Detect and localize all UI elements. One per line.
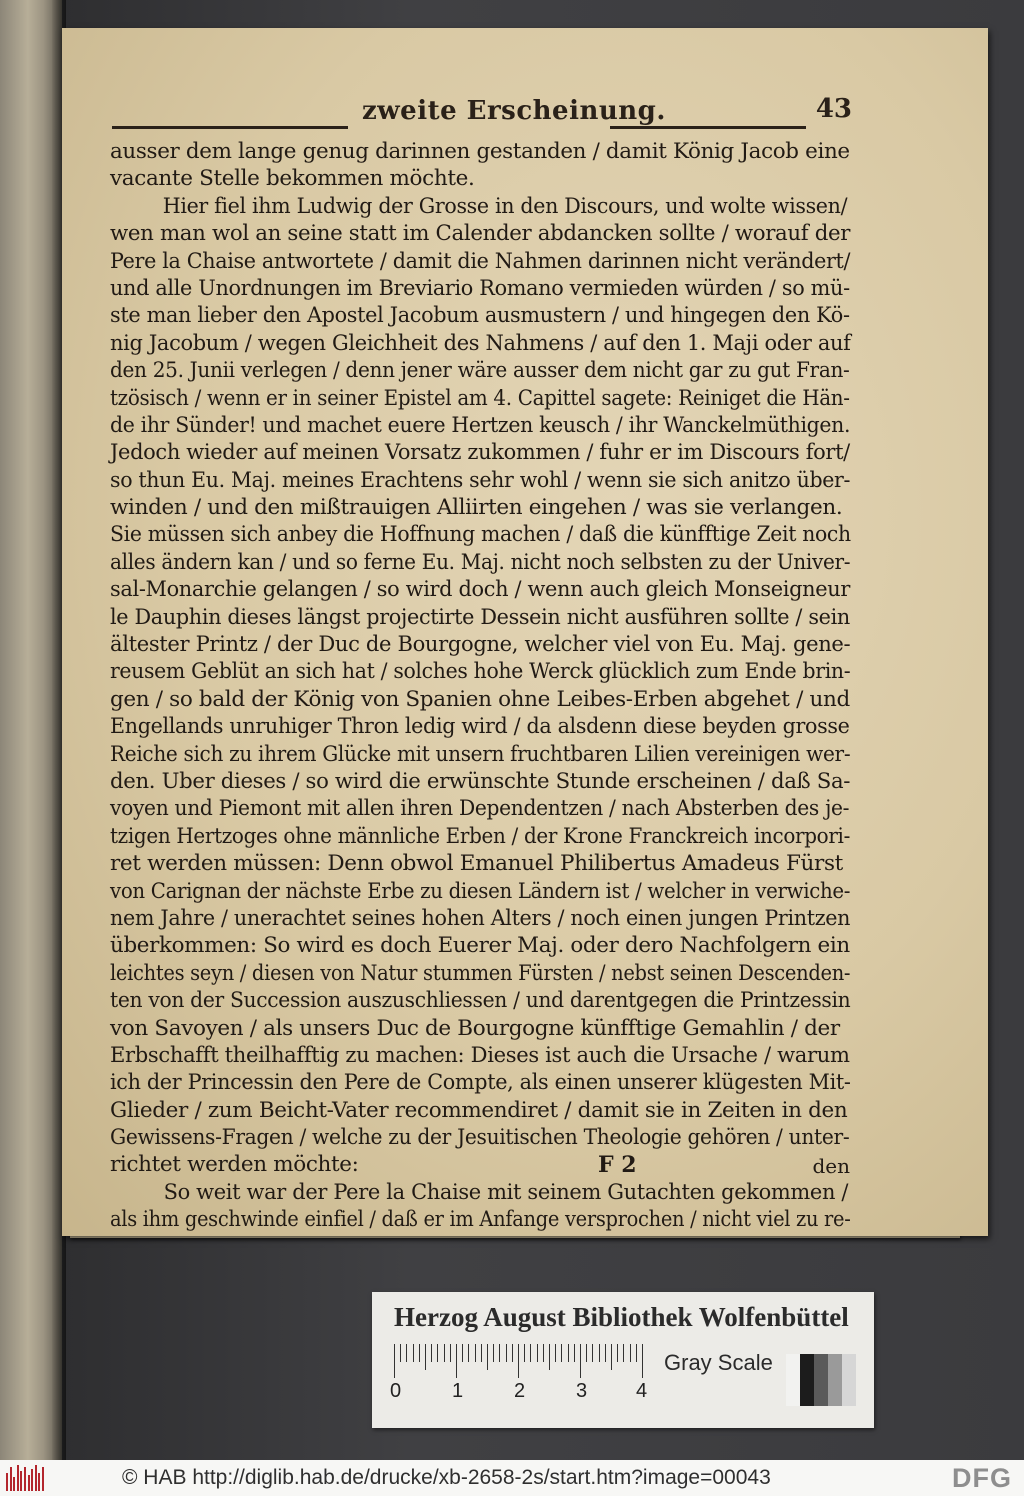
text-line: tzösisch / wenn er in seiner Epistel am 4. Capittel sagete: Reiniget die Hän- <box>110 385 850 411</box>
ruler-tick <box>636 1344 637 1362</box>
text-line: Reiche sich zu ihrem Glücke mit unsern fruchtbaren Lilien vereinigen wer- <box>110 741 851 767</box>
text-line: nem Jahre / unerachtet seines hohen Alters / noch einen jungen Printzen <box>110 905 851 931</box>
ruler-tick <box>431 1344 432 1362</box>
footer-bar <box>0 1460 1024 1496</box>
gray-scale-strip <box>786 1354 856 1406</box>
gray-swatch <box>786 1354 800 1406</box>
ruler-tick <box>487 1344 488 1370</box>
ruler-tick <box>506 1344 507 1362</box>
ruler-tick <box>530 1344 531 1362</box>
ruler-tick <box>444 1344 445 1362</box>
hab-logo-icon <box>6 1465 46 1491</box>
ruler-tick <box>462 1344 463 1362</box>
text-line: alles ändern kan / und so ferne Eu. Maj. nicht noch selbsten zu der Univer- <box>110 549 851 575</box>
ruler-tick <box>599 1344 600 1362</box>
ruler-label-0: 0 <box>390 1380 402 1402</box>
ruler-tick <box>450 1344 451 1362</box>
ruler-tick <box>586 1344 587 1362</box>
footer-copyright-link[interactable]: © HAB http://diglib.hab.de/drucke/xb-2658-2s/start.htm?image=00043 <box>122 1466 771 1489</box>
ruler-tick <box>555 1344 556 1362</box>
text-line: reusem Geblüt an sich hat / solches hohe Werck glücklich zum Ende brin- <box>110 659 851 685</box>
text-line: sal-Monarchie gelangen / so wird doch / wenn auch gleich Monseigneur <box>110 577 850 603</box>
text-line: So weit war der Pere la Chaise mit seinem Gutachten gekommen / <box>163 1179 849 1205</box>
ruler-tick <box>499 1344 500 1362</box>
ruler-tick <box>605 1344 606 1362</box>
library-name: Herzog August Bibliothek Wolfenbüttel <box>394 1302 849 1332</box>
text-line: überkommen: So wird es doch Euerer Maj. oder dero Nachfolgern ein <box>110 933 850 959</box>
ruler-tick <box>561 1344 562 1362</box>
dfg-logo: DFG <box>952 1463 1012 1493</box>
ruler-tick <box>425 1344 426 1370</box>
text-line: richtet werden möchte: <box>110 1152 359 1178</box>
text-line: le Dauphin dieses längst projectirte Dessein nicht ausführen sollte / sein <box>110 604 850 630</box>
ruler-tick <box>568 1344 569 1362</box>
text-line: vacante Stelle bekommen möchte. <box>110 166 475 192</box>
text-line: gen / so bald der König von Spanien ohne Leibes-Erben abgehet / und <box>110 686 850 712</box>
page-number: 43 <box>815 94 852 124</box>
ruler-tick <box>481 1344 482 1362</box>
text-line: Jedoch wieder auf meinen Vorsatz zukommen / fuhr er im Discours fort/ <box>110 440 850 466</box>
head-rule-left <box>112 126 348 129</box>
ruler-tick <box>630 1344 631 1362</box>
gray-swatch <box>842 1354 856 1406</box>
ruler-tick <box>580 1344 581 1378</box>
ruler-label-3: 3 <box>576 1380 588 1402</box>
measurement-ruler <box>394 1344 646 1384</box>
text-line: Gewissens-Fragen / welche zu der Jesuitischen Theologie gehören / unter- <box>110 1125 850 1151</box>
ruler-label-1: 1 <box>452 1380 464 1402</box>
ruler-tick <box>549 1344 550 1370</box>
text-line: wen man wol an seine statt im Calender abdancken sollte / worauf der <box>110 221 851 247</box>
text-line: von Carignan der nächste Erbe zu diesen Ländern ist / welcher in verwiche- <box>110 878 851 904</box>
gray-swatch <box>800 1354 814 1406</box>
text-line: voyen und Piemont mit allen ihren Dependentzen / nach Absterben des je- <box>110 796 850 822</box>
ruler-tick <box>413 1344 414 1362</box>
text-line: tzigen Hertzoges ohne männliche Erben / der Krone Franckreich incorpori- <box>110 823 851 849</box>
text-line: ten von der Succession auszuschliessen / und darentgegen die Printzessin <box>110 988 851 1014</box>
ruler-tick <box>518 1344 519 1378</box>
text-line: nig Jacobum / wegen Gleichheit des Nahmens / auf den 1. Maji oder auf <box>110 330 851 356</box>
ruler-label-4: 4 <box>636 1380 648 1402</box>
text-line: ste man lieber den Apostel Jacobum ausmustern / und hingegen den Kö- <box>110 303 850 329</box>
gray-scale-label: Gray Scale <box>664 1350 773 1375</box>
text-line: so thun Eu. Maj. meines Erachtens sehr wohl / wenn sie sich anitzo über- <box>110 467 851 493</box>
text-line: Erbschafft theilhafftig zu machen: Dieses ist auch die Ursache / warum <box>110 1042 850 1068</box>
ruler-tick <box>456 1344 457 1378</box>
ruler-tick <box>468 1344 469 1362</box>
text-line: ich der Princessin den Pere de Compte, als einen unserer klügesten Mit- <box>110 1070 851 1096</box>
ruler-tick <box>642 1344 643 1378</box>
text-line: winden / und den mißtrauigen Alliirten eingehen / was sie verlangen. <box>110 495 843 521</box>
text-line: ältester Printz / der Duc de Bourgogne, welcher viel von Eu. Maj. gene- <box>110 632 851 658</box>
text-line: leichtes seyn / diesen von Natur stummen Fürsten / nebst seinen Descenden- <box>110 960 851 986</box>
ruler-tick <box>512 1344 513 1362</box>
ruler-tick <box>406 1344 407 1362</box>
signature-mark: F 2 <box>598 1152 637 1178</box>
text-line: ret werden müssen: Denn obwol Emanuel Philibertus Amadeus Fürst <box>110 851 843 877</box>
text-line: Glieder / zum Beicht-Vater recommendiret / damit sie in Zeiten in den <box>110 1097 848 1123</box>
catchword: den <box>812 1154 850 1178</box>
body-text <box>110 138 850 1234</box>
text-line: Sie müssen sich anbey die Hoffnung machen / daß die künfftige Zeit noch <box>110 522 851 548</box>
ruler-tick <box>574 1344 575 1362</box>
library-label-card <box>372 1292 874 1428</box>
text-line: ausser dem lange genug darinnen gestanden / damit König Jacob eine <box>110 139 850 164</box>
running-head <box>112 92 852 132</box>
text-line: Hier fiel ihm Ludwig der Grosse in den Discours, und wolte wissen/ <box>162 193 848 219</box>
ruler-tick <box>493 1344 494 1362</box>
gray-swatch <box>828 1354 842 1406</box>
text-line: und alle Unordnungen im Breviario Romano vermieden würden / so mü- <box>110 275 850 301</box>
ruler-tick <box>394 1344 395 1378</box>
ruler-tick <box>592 1344 593 1362</box>
ruler-tick <box>437 1344 438 1362</box>
text-line: den 25. Junii verlegen / denn jener wäre ausser dem nicht gar zu gut Fran- <box>110 358 850 384</box>
ruler-tick <box>524 1344 525 1362</box>
ruler-label-2: 2 <box>514 1380 526 1402</box>
text-line: den. Uber dieses / so wird die erwünschte Stunde erscheinen / daß Sa- <box>110 768 851 794</box>
gray-swatch <box>814 1354 828 1406</box>
ruler-tick <box>537 1344 538 1362</box>
running-title: zweite Erscheinung. <box>362 96 666 126</box>
text-line: von Savoyen / als unsers Duc de Bourgogne künfftige Gemahlin / der <box>110 1015 840 1041</box>
head-rule-right <box>610 126 806 129</box>
ruler-tick <box>617 1344 618 1362</box>
ruler-tick <box>543 1344 544 1362</box>
catchword-row <box>110 1150 850 1180</box>
ruler-tick <box>400 1344 401 1362</box>
text-line: de ihr Sünder! und machet euere Hertzen keusch / ihr Wanckelmüthigen. <box>110 412 851 438</box>
ruler-tick <box>623 1344 624 1362</box>
ruler-tick <box>419 1344 420 1362</box>
text-line: Engellands unruhiger Thron ledig wird / da alsdenn diese beyden grosse <box>110 714 850 740</box>
ruler-tick <box>611 1344 612 1370</box>
text-line: Pere la Chaise antwortete / damit die Nahmen darinnen nicht verändert/ <box>110 248 851 274</box>
ruler-tick <box>475 1344 476 1362</box>
text-line: als ihm geschwinde einfiel / daß er im Anfange versprochen / nicht viel zu re- <box>110 1207 851 1233</box>
